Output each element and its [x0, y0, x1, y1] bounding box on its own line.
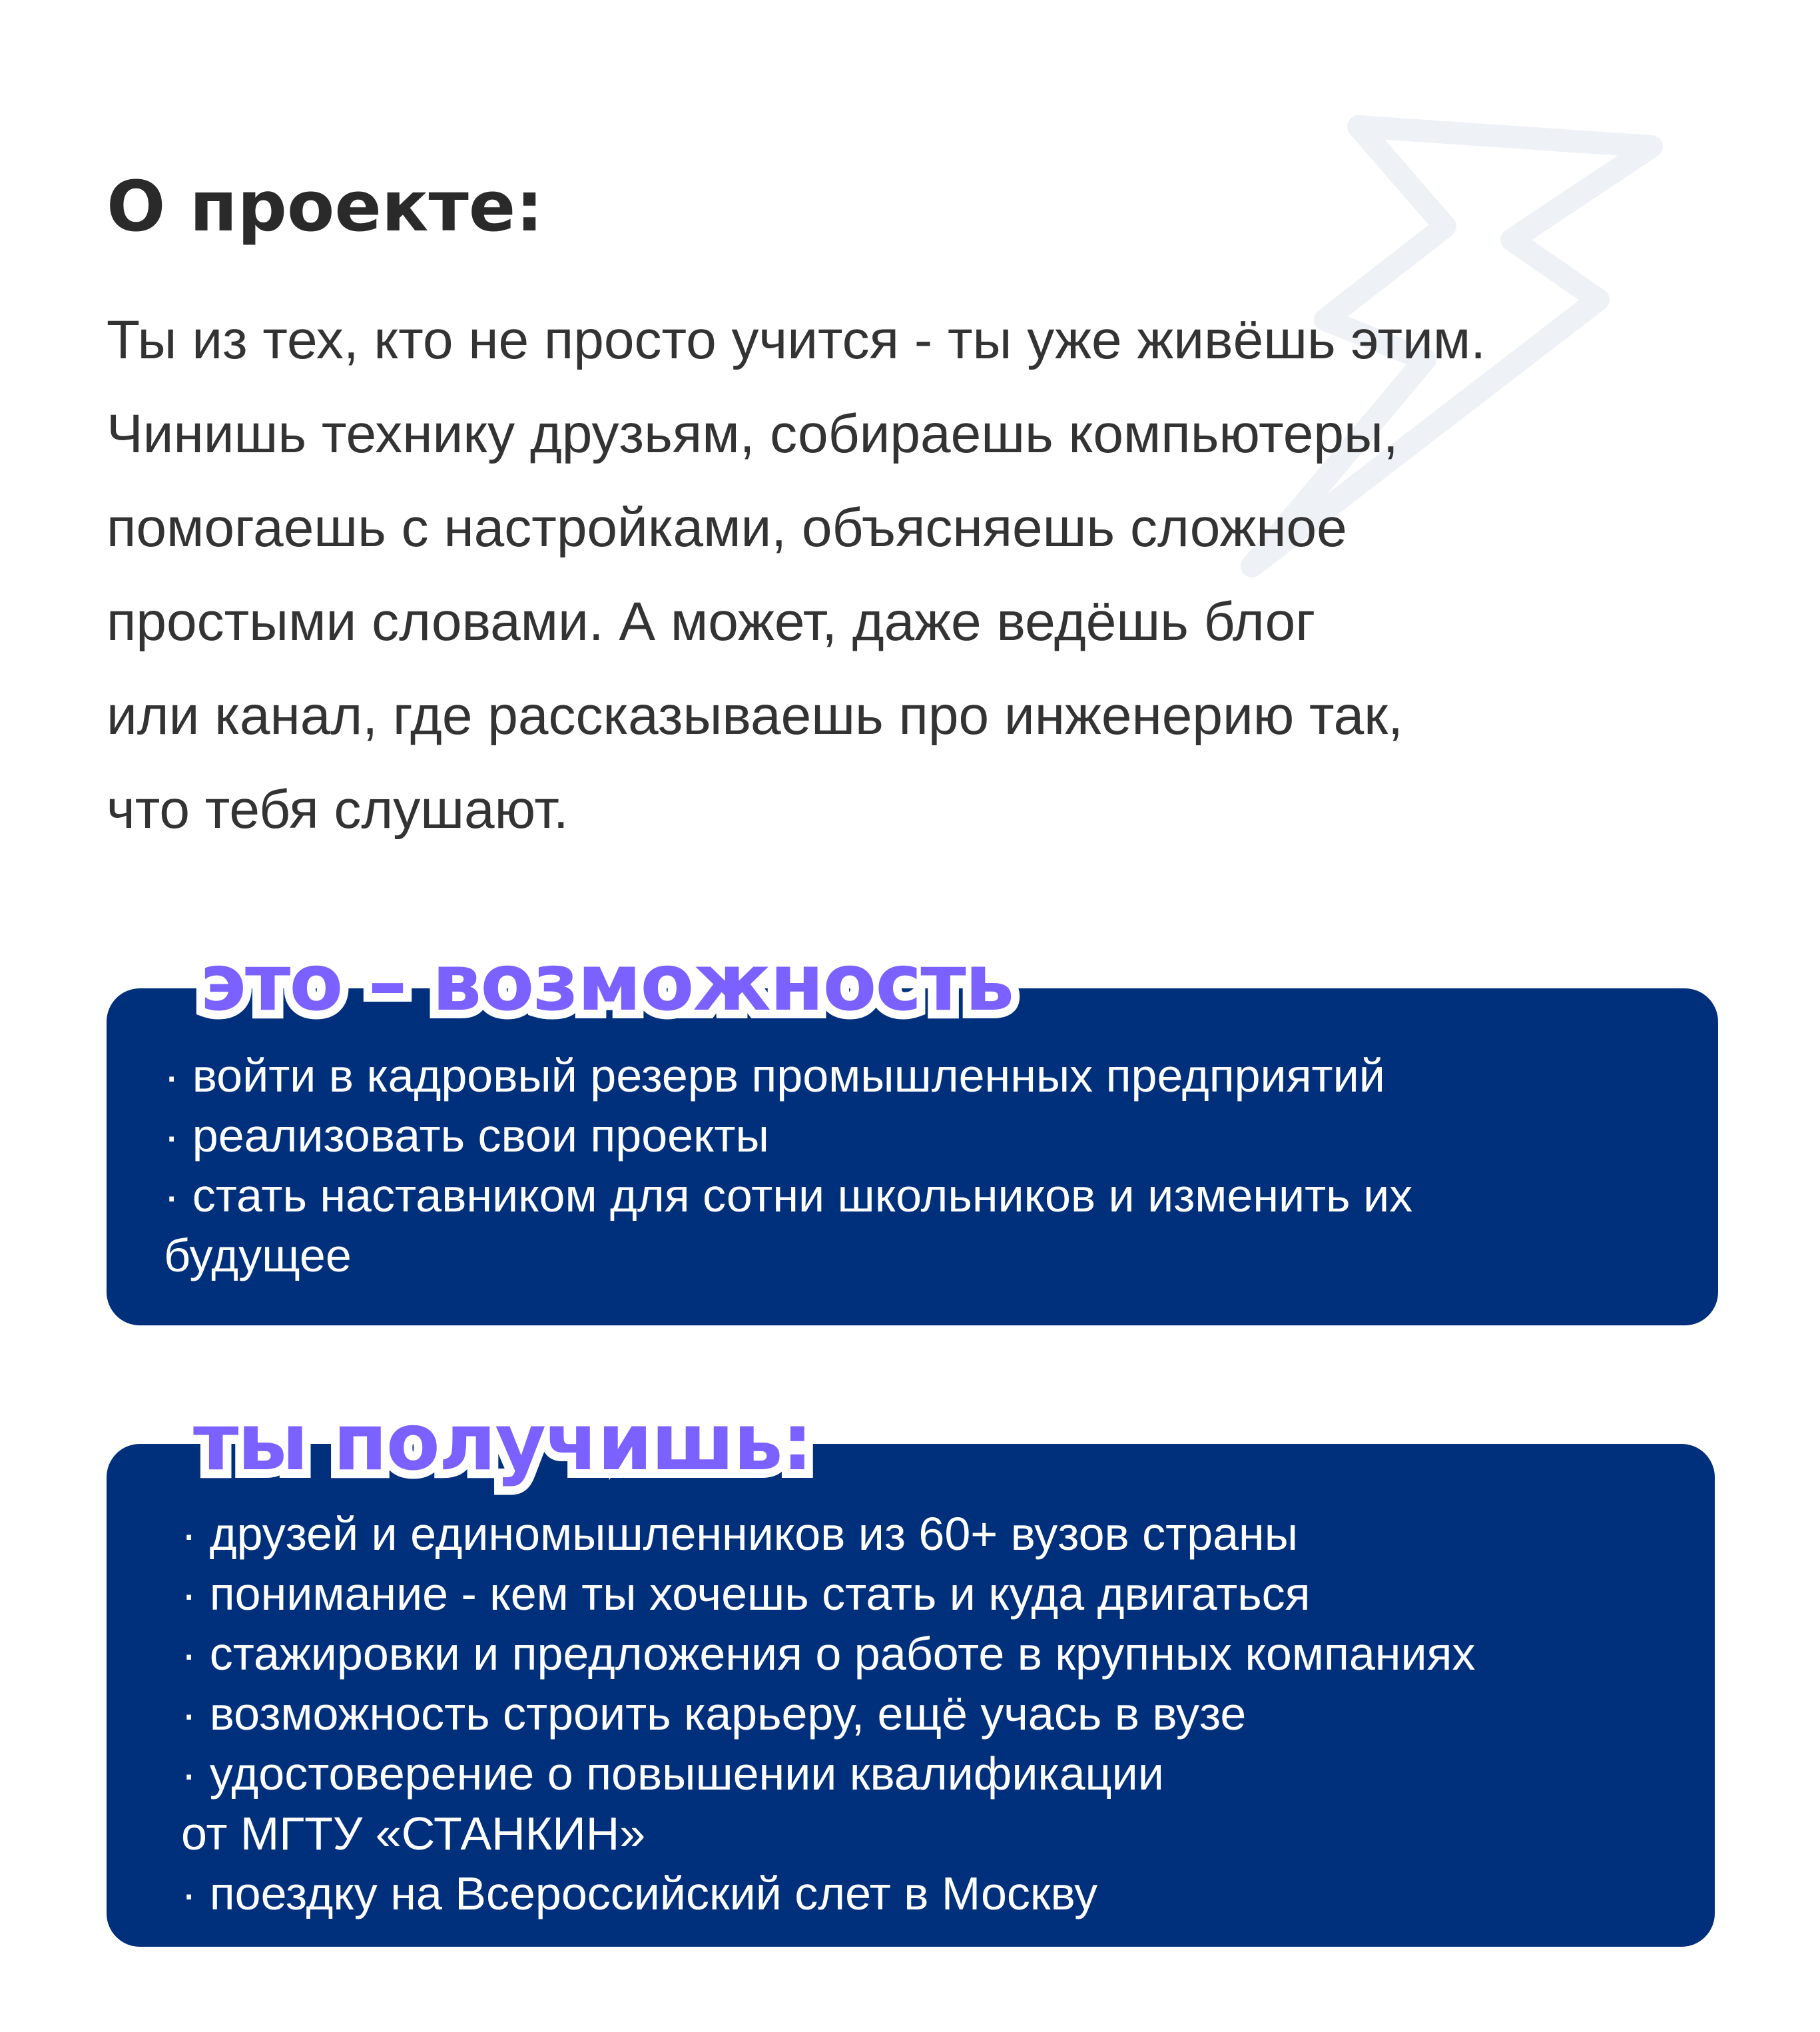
opportunity-item: · реализовать свои проекты — [164, 1110, 769, 1162]
intro-line: или канал, где рассказываешь про инженерию так, — [107, 685, 1403, 746]
page-title: О проекте: — [107, 166, 543, 247]
intro-line: что тебя слушают. — [107, 779, 569, 840]
benefits-card — [107, 1444, 1715, 1947]
intro-paragraph — [107, 293, 1486, 856]
benefit-item: · возможность строить карьеру, ещё учась в вузе — [181, 1688, 1247, 1740]
benefit-item: · понимание - кем ты хочешь стать и куда двигаться — [181, 1568, 1311, 1620]
opportunity-item: · стать наставником для сотни школьников и изменить их — [164, 1170, 1413, 1221]
benefit-item: · стажировки и предложения о работе в крупных компаниях — [181, 1628, 1476, 1680]
benefit-item: от МГТУ «СТАНКИН» — [181, 1808, 646, 1860]
intro-line: помогаешь с настройками, объясняешь сложное — [107, 498, 1347, 558]
intro-line: Чинишь технику друзьям, собираешь компьютеры, — [107, 404, 1398, 464]
opportunity-heading: это – возможность — [200, 936, 1014, 1028]
benefits-heading: ты получишь: — [193, 1396, 812, 1488]
intro-line: Ты из тех, кто не просто учится - ты уже живёшь этим. — [107, 310, 1486, 370]
benefit-item: · друзей и единомышленников из 60+ вузов страны — [181, 1508, 1299, 1560]
benefit-item: · поездку на Всероссийский слет в Москву — [181, 1867, 1098, 1919]
benefit-item: · удостоверение о повышении квалификации — [181, 1748, 1164, 1800]
intro-line: простыми словами. А может, даже ведёшь блог — [107, 591, 1316, 652]
opportunity-item: будущее — [164, 1229, 352, 1281]
opportunity-card — [107, 988, 1718, 1325]
opportunity-item: · войти в кадровый резерв промышленных предприятий — [164, 1050, 1385, 1102]
